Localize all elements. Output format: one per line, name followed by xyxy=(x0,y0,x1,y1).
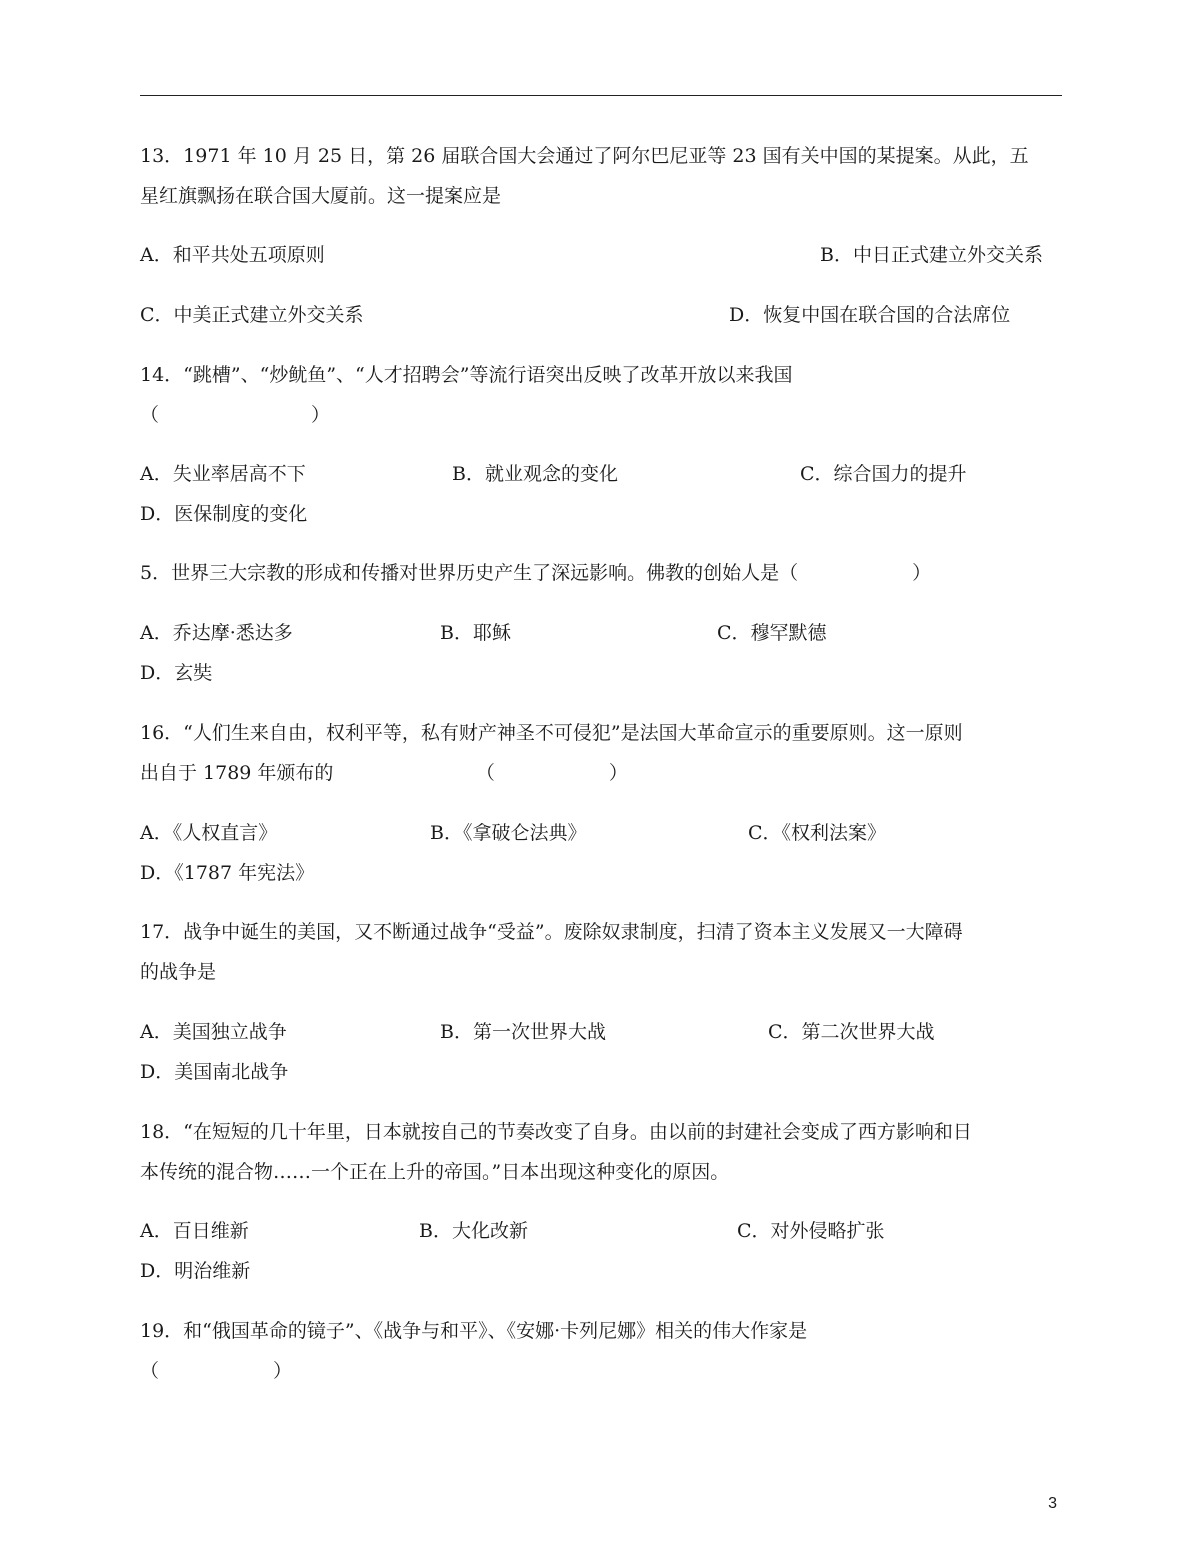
question-13-line-2: 星红旗飘扬在联合国大厦前。这一提案应是 xyxy=(140,185,502,207)
question-16-option-d: D．《1787 年宪法》 xyxy=(140,862,315,884)
question-15-line-1: 5．世界三大宗教的形成和传播对世界历史产生了深远影响。佛教的创始人是（ ） xyxy=(140,562,932,584)
question-15-option-c: C．穆罕默德 xyxy=(717,622,827,644)
question-15-option-a: A．乔达摩·悉达多 xyxy=(140,622,293,644)
question-18-line-1: 18．“在短短的几十年里，日本就按自己的节奏改变了自身。由以前的封建社会变成了西方影响和日 xyxy=(140,1121,972,1143)
question-16-line-2: 出自于 1789 年颁布的 （ ） xyxy=(140,762,628,784)
question-19-line-2: （ ） xyxy=(140,1360,293,1382)
question-16-option-a: A．《人权直言》 xyxy=(140,822,278,844)
question-14-option-c: C．综合国力的提升 xyxy=(800,463,967,485)
question-17-option-d: D．美国南北战争 xyxy=(140,1061,289,1083)
question-16-line-1: 16．“人们生来自由，权利平等，私有财产神圣不可侵犯”是法国大革命宣示的重要原则。这一原则 xyxy=(140,722,963,744)
question-13-option-c: C．中美正式建立外交关系 xyxy=(140,304,364,326)
question-17-option-b: B．第一次世界大战 xyxy=(440,1021,606,1043)
question-18-line-2: 本传统的混合物……一个正在上升的帝国。”日本出现这种变化的原因。 xyxy=(140,1161,730,1183)
page-number: 3 xyxy=(1048,1495,1057,1512)
question-16-option-c: C．《权利法案》 xyxy=(748,822,887,844)
question-14-option-a: A．失业率居高不下 xyxy=(140,463,306,485)
question-14-option-d: D．医保制度的变化 xyxy=(140,503,308,525)
question-17-line-2: 的战争是 xyxy=(140,961,217,983)
question-13-option-a: A．和平共处五项原则 xyxy=(140,244,325,266)
question-18-option-c: C．对外侵略扩张 xyxy=(737,1220,885,1242)
question-13-line-1: 13．1971 年 10 月 25 日，第 26 届联合国大会通过了阿尔巴尼亚等 23 国有关中国的某提案。从此，五 xyxy=(140,145,1029,167)
question-14-line-1: 14．“跳槽”、“炒鱿鱼”、“人才招聘会”等流行语突出反映了改革开放以来我国 xyxy=(140,364,793,386)
question-18-option-b: B．大化改新 xyxy=(419,1220,528,1242)
question-18-option-a: A．百日维新 xyxy=(140,1220,249,1242)
question-14-line-2: （ ） xyxy=(140,404,331,426)
question-17-option-c: C．第二次世界大战 xyxy=(768,1021,935,1043)
question-17-line-1: 17．战争中诞生的美国，又不断通过战争“受益”。废除奴隶制度，扫清了资本主义发展又一大障碍 xyxy=(140,921,963,943)
question-13-option-b: B．中日正式建立外交关系 xyxy=(820,244,1043,266)
question-14-option-b: B．就业观念的变化 xyxy=(452,463,618,485)
question-13-option-d: D．恢复中国在联合国的合法席位 xyxy=(729,304,1011,326)
question-15-option-d: D．玄奘 xyxy=(140,662,213,684)
question-17-option-a: A．美国独立战争 xyxy=(140,1021,287,1043)
question-18-option-d: D．明治维新 xyxy=(140,1260,251,1282)
question-19-line-1: 19．和“俄国革命的镜子”、《战争与和平》、《安娜·卡列尼娜》相关的伟大作家是 xyxy=(140,1320,808,1342)
header-rule xyxy=(140,95,1062,96)
question-16-option-b: B．《拿破仑法典》 xyxy=(430,822,587,844)
question-15-option-b: B．耶稣 xyxy=(440,622,511,644)
